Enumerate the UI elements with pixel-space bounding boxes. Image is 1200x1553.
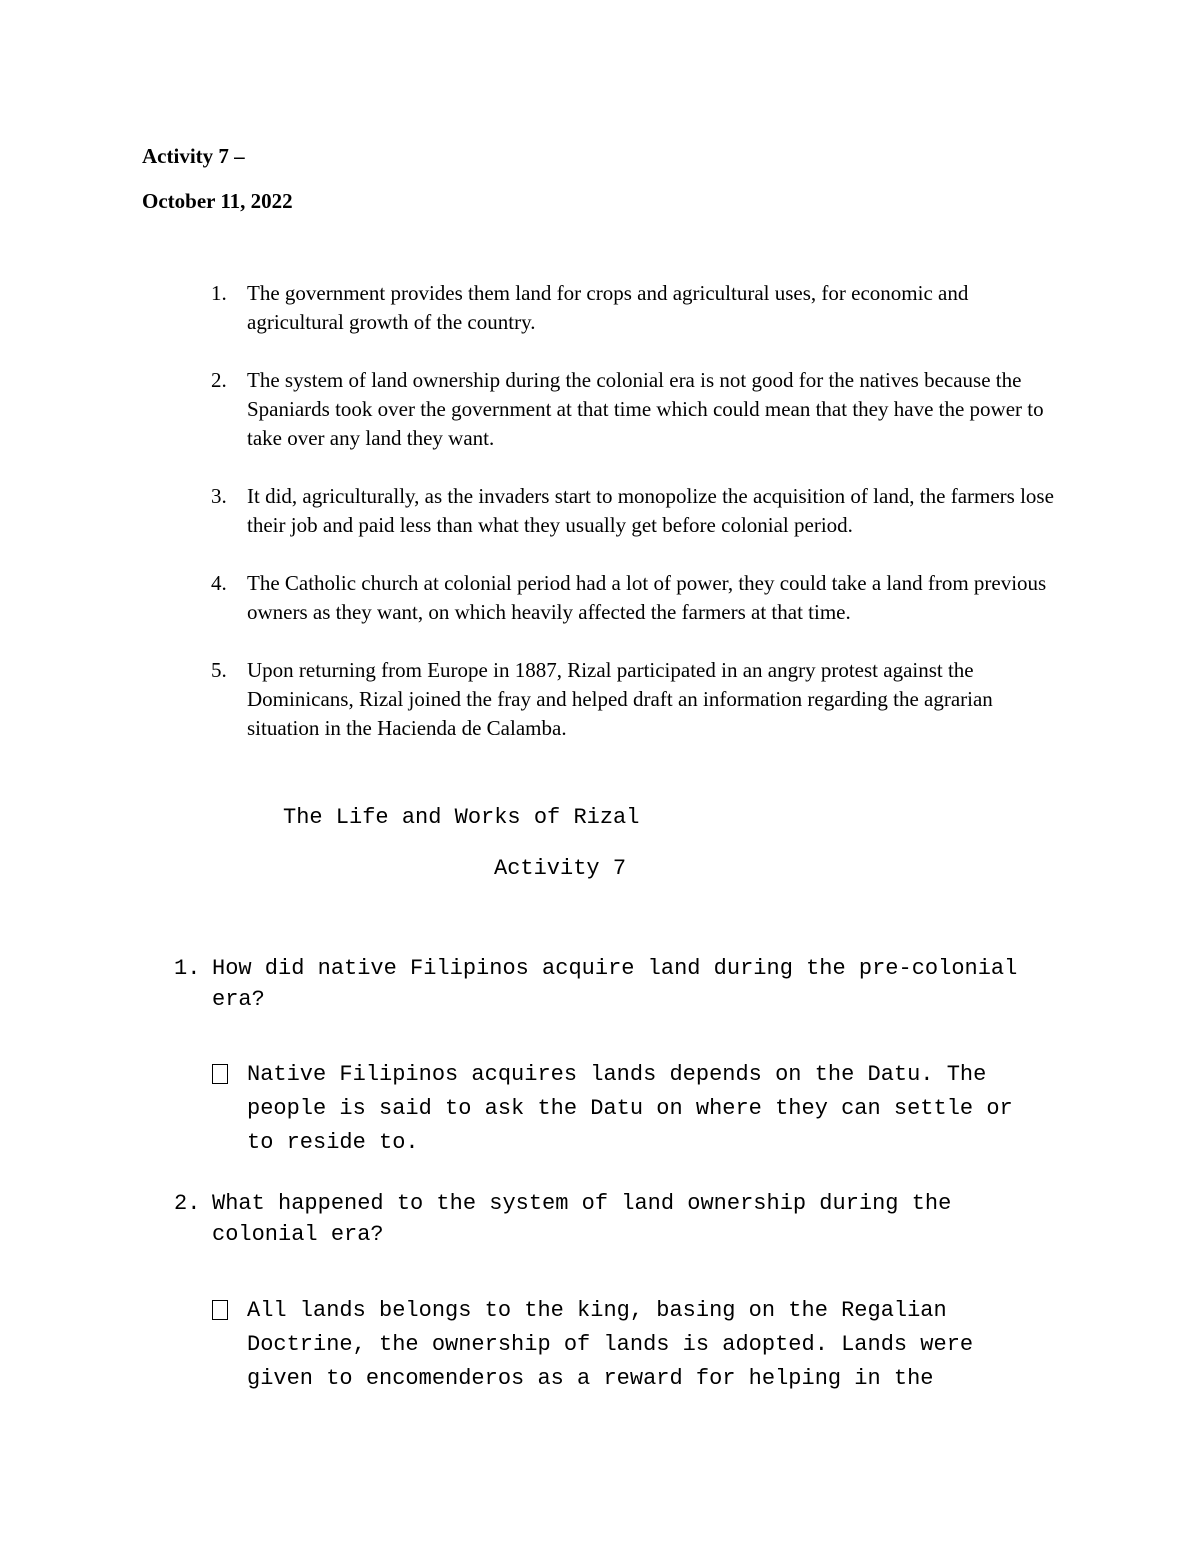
answer-text: All lands belongs to the king, basing on the Regalian Doctrine, the ownership of lands is adopted. Lands were given to encomenderos as a reward for helping in the: [247, 1298, 974, 1391]
question-number: 1.: [174, 956, 201, 981]
question-number: 2.: [174, 1191, 201, 1216]
section-title: The Life and Works of Rizal: [283, 805, 640, 830]
list-number: 3.: [211, 484, 227, 508]
list-item: [211, 279, 1067, 337]
list-item: [211, 656, 1067, 743]
list-item: [211, 482, 1067, 540]
question-text: What happened to the system of land ownership during the colonial era?: [212, 1191, 952, 1247]
list-number: 2.: [211, 368, 227, 392]
list-item: [211, 569, 1067, 627]
list-text: The system of land ownership during the colonial era is not good for the natives because the Spaniards took over the government at that time which could mean that they have the power to take over any land they want.: [247, 368, 1044, 450]
question-item: [174, 1188, 1032, 1250]
section-subtitle: Activity 7: [494, 856, 627, 881]
list-text: The Catholic church at colonial period had a lot of power, they could take a land from previous owners as they want, on which heavily affected the farmers at that time.: [247, 571, 1047, 624]
activity-heading: Activity 7 –: [142, 144, 245, 168]
answer-list: [0, 279, 1200, 772]
list-number: 5.: [211, 658, 227, 682]
list-number: 1.: [211, 281, 227, 305]
date-heading: October 11, 2022: [142, 189, 293, 213]
question-item: [174, 953, 1032, 1015]
list-item: [211, 366, 1067, 453]
bullet-icon: [212, 1300, 228, 1320]
answer-item: [247, 1294, 1047, 1396]
list-text: It did, agriculturally, as the invaders start to monopolize the acquisition of land, the farmers lose their job and paid less than what they usually get before colonial period.: [247, 484, 1054, 537]
list-text: The government provides them land for crops and agricultural uses, for economic and agricultural growth of the country.: [247, 281, 969, 334]
answer-item: [247, 1058, 1047, 1160]
list-text: Upon returning from Europe in 1887, Rizal participated in an angry protest against the Dominicans, Rizal joined the fray and helped draft an information regarding the agrarian situation in the Hacienda de Calamba.: [247, 658, 993, 740]
question-text: How did native Filipinos acquire land during the pre-colonial era?: [212, 956, 1018, 1012]
bullet-icon: [212, 1064, 228, 1084]
list-number: 4.: [211, 571, 227, 595]
answer-text: Native Filipinos acquires lands depends on the Datu. The people is said to ask the Datu on where they can settle or to reside to.: [247, 1062, 1013, 1155]
